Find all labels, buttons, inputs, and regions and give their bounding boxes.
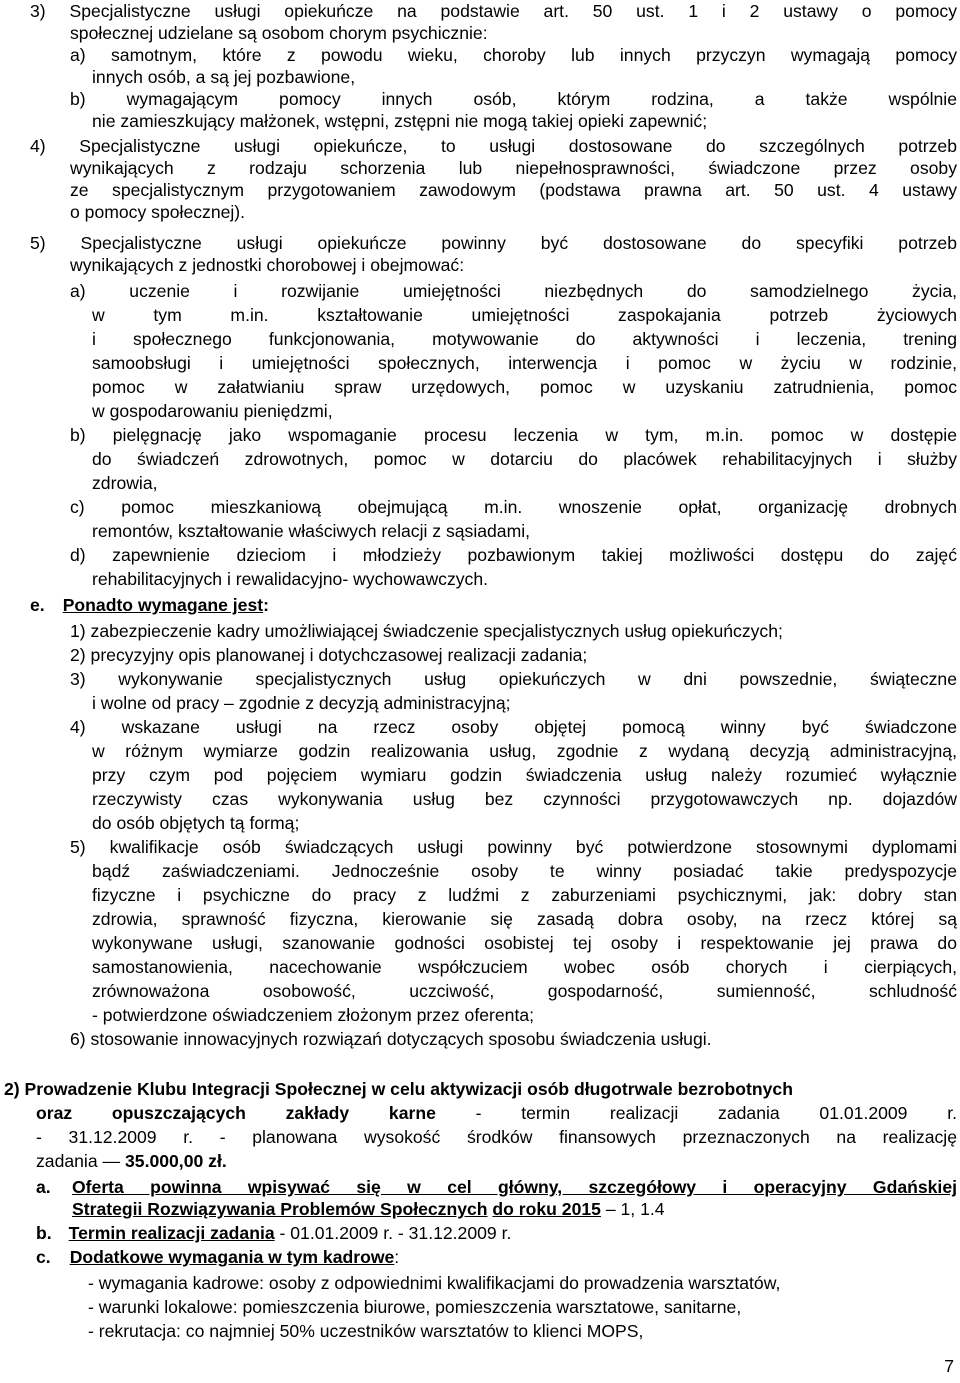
text-line: w różnym wymiarze godzin realizowania usług, zgodnie z wydaną decyzją administracyjną,: [92, 741, 957, 761]
text-line: bądź zaświadczeniami. Jednocześnie osoby te winny posiadać takie predyspozycje: [92, 861, 957, 881]
text-line: 1) zabezpieczenie kadry umożliwiającej świadczenie specjalistycznych usług opiekuńczych;: [70, 621, 783, 641]
text-line: zrównoważona osobowość, uczciwość, gospodarność, sumienność, schludność: [92, 981, 957, 1001]
section-2b-line: [36, 1222, 511, 1244]
page-number: 7: [944, 1356, 954, 1376]
text-line: 6) stosowanie innowacyjnych rozwiązań dotyczących sposobu świadczenia usługi.: [70, 1029, 712, 1049]
text-line: 4) wskazane usługi na rzecz osoby objętej pomocą winny być świadczone: [70, 717, 957, 737]
text-line: b) wymagającym pomocy innych osób, którym rodzina, a także wspólnie: [70, 89, 957, 109]
text-line: rzeczywisty czas wykonywania usług bez czynności przygotowawczych np. dojazdów: [92, 789, 957, 809]
text-line: w gospodarowaniu pieniędzmi,: [92, 401, 333, 421]
text-line: i wolne od pracy – zgodnie z decyzją administracyjną;: [92, 693, 511, 713]
section-2-term: - termin realizacji zadania 01.01.2009 r.: [435, 1103, 957, 1123]
text-line: innych osób, a są jej pozbawione,: [92, 67, 356, 87]
text-line: - potwierdzone oświadczeniem złożonym przez oferenta;: [92, 1005, 535, 1025]
section-2c-marker: c.: [36, 1247, 51, 1267]
text-line: ze specjalistycznym przygotowaniem zawodowym (podstawa prawna art. 50 ust. 4 ustawy: [70, 180, 957, 200]
text-line: samostanowienia, nacechowanie współczuciem wobec osób chorych i cierpiących,: [92, 957, 957, 977]
text-line: 3) Specjalistyczne usługi opiekuńcze na podstawie art. 50 ust. 1 i 2 ustawy o pomocy: [30, 1, 957, 21]
text-line: o pomocy społecznej).: [70, 202, 246, 222]
text-line: rehabilitacyjnych i rewalidacyjno- wychowawczych.: [92, 569, 489, 589]
section-2a-title-line2: [72, 1198, 665, 1220]
text-line: - wymagania kadrowe: osoby z odpowiednimi kwalifikacjami do prowadzenia warsztatów,: [88, 1273, 781, 1293]
text-line: wynikających z rodzaju schorzenia lub niepełnosprawności, świadczone przez osoby: [70, 158, 957, 178]
text-line: do osób objętych tą formą;: [92, 813, 300, 833]
text-line: zdrowia, sprawność fizyczna, kierowanie się zasadą dobra osoby, na rzecz której są: [92, 909, 957, 929]
section-2b-dates: - 01.01.2009 r. - 31.12.2009 r.: [274, 1223, 512, 1243]
text-line: i społecznego funkcjonowania, motywowanie do aktywności i leczenia, trening: [92, 329, 957, 349]
section-2a-title: Oferta powinna wpisywać się w cel główny, szczegółowy i operacyjny Gdańskiej: [72, 1177, 957, 1197]
section-e-title: Ponadto wymagane jest: [62, 595, 264, 615]
section-2-term-line: [36, 1102, 957, 1124]
section-2b-marker: b.: [36, 1223, 52, 1243]
section-2-heading-cont: oraz opuszczających zakłady karne: [36, 1103, 436, 1123]
text-line: samoobsługi i umiejętności społecznych, interwencja i pomoc w życiu w rodzinie,: [92, 353, 957, 373]
section-2b-title: Termin realizacji zadania: [68, 1223, 275, 1243]
text-line: remontów, kształtowanie właściwych relacji z sąsiadami,: [92, 521, 531, 541]
text-line: do świadczeń zdrowotnych, pomoc w dotarciu do placówek rehabilitacyjnych i służby: [92, 449, 957, 469]
text-line: 5) Specjalistyczne usługi opiekuńcze powinny być dostosowane do specyfiki potrzeb: [30, 233, 957, 253]
text-line: nie zamieszkujący małżonek, wstępni, zstępni nie mogą takiej opieki zapewnić;: [92, 111, 708, 131]
section-2a-year: do roku 2015: [492, 1199, 601, 1219]
section-2c-title: Dodatkowe wymagania w tym kadrowe: [69, 1247, 395, 1267]
section-2a-strategy: Strategii Rozwiązywania Problemów Społecznych: [72, 1199, 488, 1219]
text-line: zdrowia,: [92, 473, 158, 493]
text-line: 5) kwalifikacje osób świadczących usługi powinny być potwierdzone stosownymi dyplomami: [70, 837, 957, 857]
text-line: wynikających z jednostki chorobowej i obejmować:: [70, 255, 465, 275]
text-line: wykonywane usługi, szanowanie godności osobistej tej osoby i respektowanie jej prawa do: [92, 933, 957, 953]
text-line: c) pomoc mieszkaniową obejmującą m.in. wnoszenie opłat, organizację drobnych: [70, 497, 957, 517]
text-line: społecznej udzielane są osobom chorym psychicznie:: [70, 23, 488, 43]
text-line: - 31.12.2009 r. - planowana wysokość środków finansowych przeznaczonych na realizację: [36, 1127, 957, 1147]
section-2c-line: [36, 1246, 399, 1268]
section-2a-ref: – 1, 1.4: [600, 1199, 665, 1219]
section-e-colon: :: [263, 595, 269, 615]
section-2-amount: 35.000,00 zł.: [125, 1151, 227, 1171]
text-line: w tym m.in. kształtowanie umiejętności zaspokajania potrzeb życiowych: [92, 305, 957, 325]
text-line: fizyczne i psychiczne do pracy z ludźmi z zaburzeniami psychicznymi, jak: dobry stan: [92, 885, 957, 905]
text-line: a) uczenie i rozwijanie umiejętności niezbędnych do samodzielnego życia,: [70, 281, 957, 301]
text-line: - warunki lokalowe: pomieszczenia biurowe, pomieszczenia warsztatowe, sanitarne,: [88, 1297, 742, 1317]
text-line: 3) wykonywanie specjalistycznych usług opiekuńczych w dni powszednie, świąteczne: [70, 669, 957, 689]
section-2-amount-prefix: zadania —: [36, 1151, 125, 1171]
section-2-heading: 2) Prowadzenie Klubu Integracji Społecznej w celu aktywizacji osób długotrwale bezrobotnych: [4, 1079, 793, 1099]
text-line: b) pielęgnację jako wspomaganie procesu leczenia w tym, m.in. pomoc w dostępie: [70, 425, 957, 445]
section-e-heading: [30, 594, 269, 616]
text-line: pomoc w załatwianiu spraw urzędowych, pomoc w uzyskaniu zatrudnienia, pomoc: [92, 377, 957, 397]
text-line: d) zapewnienie dzieciom i młodzieży pozbawionym takiej możliwości dostępu do zajęć: [70, 545, 957, 565]
text-line: przy czym pod pojęciem wymiaru godzin świadczenia usług należy rozumieć wyłącznie: [92, 765, 957, 785]
section-2a-marker: a.: [36, 1177, 51, 1197]
text-line: 4) Specjalistyczne usługi opiekuńcze, to usługi dostosowane do szczególnych potrzeb: [30, 136, 957, 156]
section-e-marker: e.: [30, 595, 45, 615]
section-2c-colon: :: [394, 1247, 400, 1267]
section-2-amount-line: [36, 1150, 227, 1172]
text-line: - rekrutacja: co najmniej 50% uczestników warsztatów to klienci MOPS,: [88, 1321, 644, 1341]
text-line: 2) precyzyjny opis planowanej i dotychczasowej realizacji zadania;: [70, 645, 588, 665]
text-line: a) samotnym, które z powodu wieku, choroby lub innych przyczyn wymagają pomocy: [70, 45, 957, 65]
